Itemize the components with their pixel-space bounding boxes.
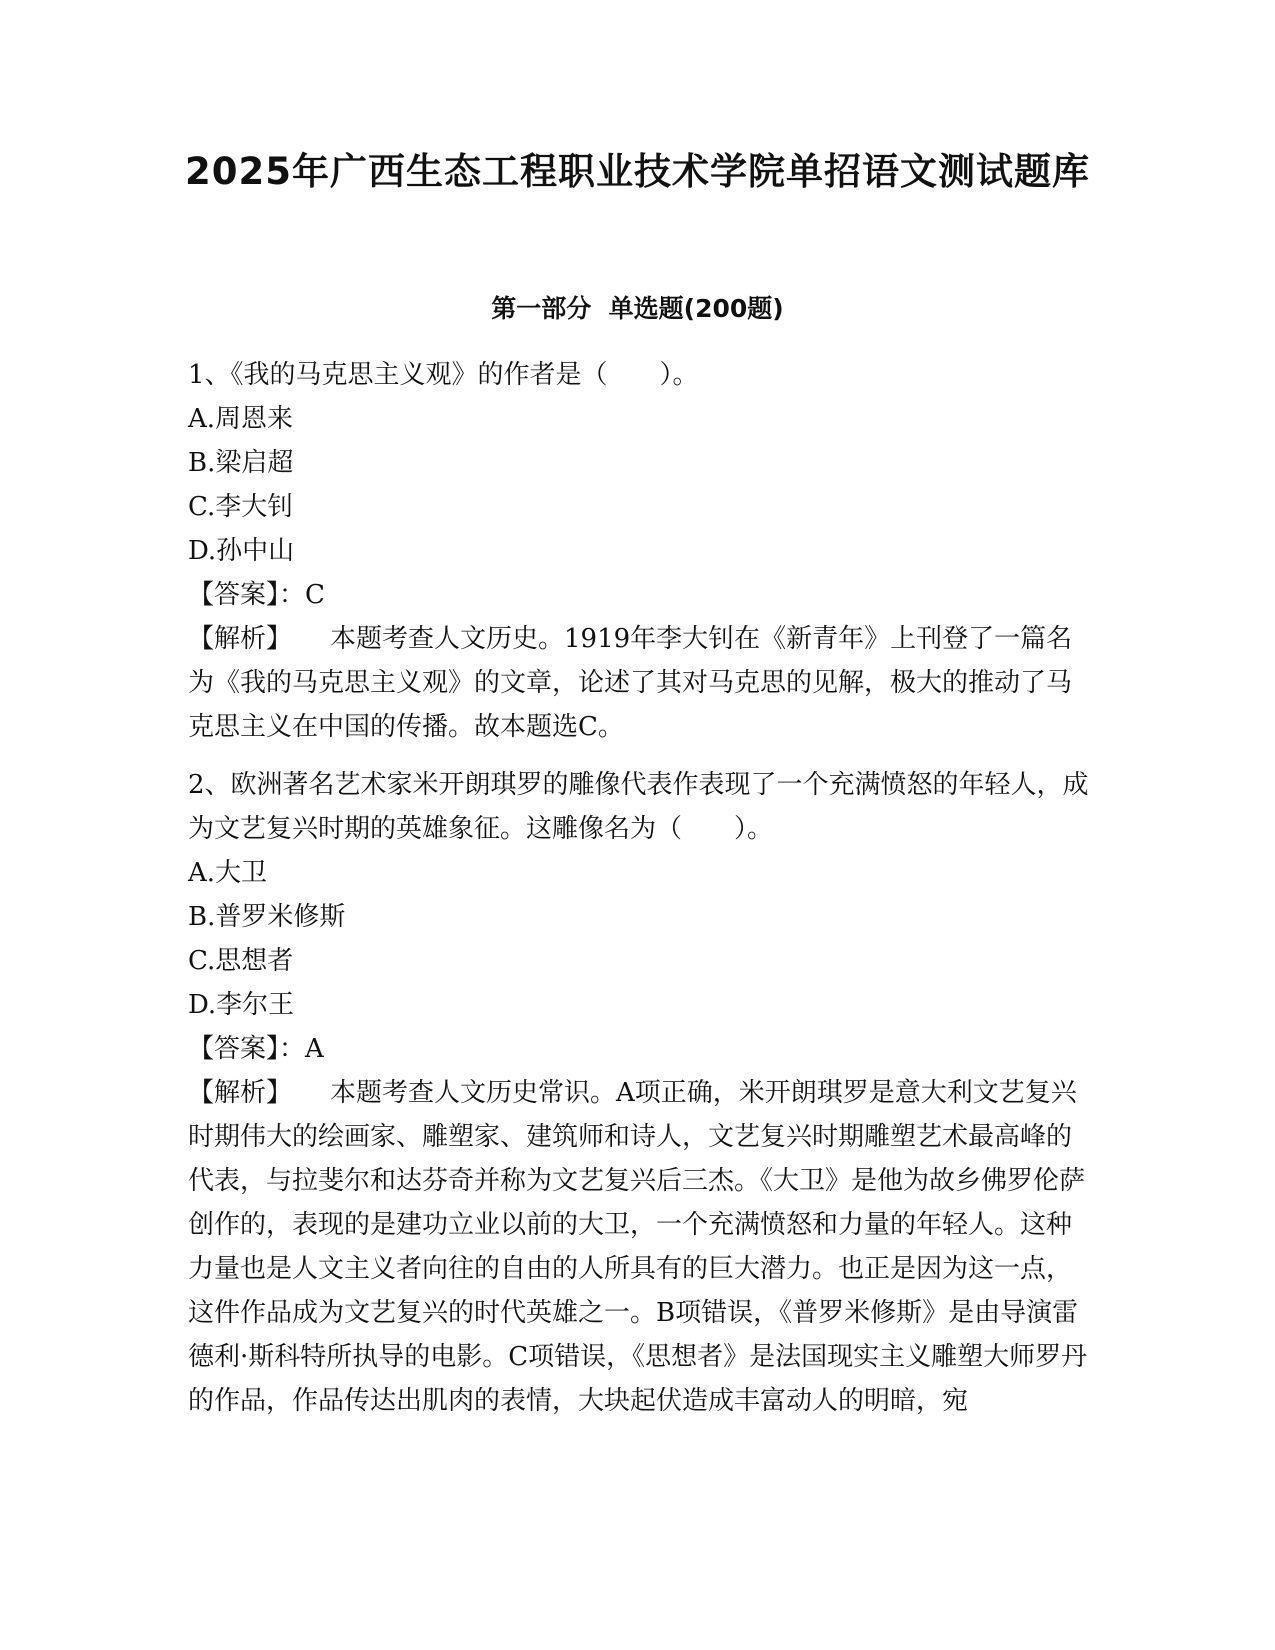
analysis-paragraph xyxy=(188,1071,1093,1423)
answer-label: 【答案】： xyxy=(188,1034,306,1064)
analysis-label: 【解析】 xyxy=(188,624,293,654)
analysis-text: 本题考查人文历史。1919年李大钊在《新青年》上刊登了一篇名为《我的马克思主义观》的文章，论述了其对马克思的见解，极大的推动了马克思主义在中国的传播。故本题选C。 xyxy=(188,624,1073,742)
option-a: A.周恩来 xyxy=(188,404,294,434)
analysis-label: 【解析】 xyxy=(188,1078,293,1108)
analysis-text: 本题考查人文历史常识。A项正确，米开朗琪罗是意大利文艺复兴时期伟大的绘画家、雕塑家、建筑师和诗人，文艺复兴时期雕塑艺术最高峰的代表，与拉斐尔和达芬奇并称为文艺复兴后三杰。《大卫》是他为故乡佛罗伦萨创作的，表现的是建功立业以前的大卫，一个充满愤怒和力量的年轻人。这种力量也是人文主义者向往的自由的人所具有的巨大潜力。也正是因为这一点，这件作品成为文艺复兴的时代英雄之一。B项错误，《普罗米修斯》是由导演雷德利·斯科特所执导的电影。C项错误，《思想者》是法国现实主义雕塑大师罗丹的作品，作品传达出肌肉的表情，大块起伏造成丰富动人的明暗，宛 xyxy=(188,1078,1088,1416)
option-c: C.李大钊 xyxy=(188,492,294,522)
answer-label: 【答案】： xyxy=(188,580,306,610)
answer-value: A xyxy=(305,1034,324,1064)
answer-line xyxy=(188,573,1093,617)
option-c: C.思想者 xyxy=(188,946,294,976)
option-a: A.大卫 xyxy=(188,858,268,888)
answer-line xyxy=(188,1027,1093,1071)
document-title: 2025年广西生态工程职业技术学院单招语文测试题库 xyxy=(185,150,1090,193)
analysis-paragraph xyxy=(188,617,1093,749)
option-d: D.孙中山 xyxy=(188,536,295,566)
answer-value: C xyxy=(305,580,325,610)
question-1 xyxy=(188,353,1093,749)
option-d: D.李尔王 xyxy=(188,990,295,1020)
option-b: B.梁启超 xyxy=(188,448,294,478)
option-b: B.普罗米修斯 xyxy=(188,902,346,932)
question-list xyxy=(188,353,1093,1437)
question-stem: 2、欧洲著名艺术家米开朗琪罗的雕像代表作表现了一个充满愤怒的年轻人，成为文艺复兴时期的英雄象征。这雕像名为（ ）。 xyxy=(188,770,1089,844)
section-title: 第一部分 单选题(200题) xyxy=(491,294,784,323)
question-2 xyxy=(188,763,1093,1423)
question-stem: 1、《我的马克思主义观》的作者是（ ）。 xyxy=(188,360,699,390)
